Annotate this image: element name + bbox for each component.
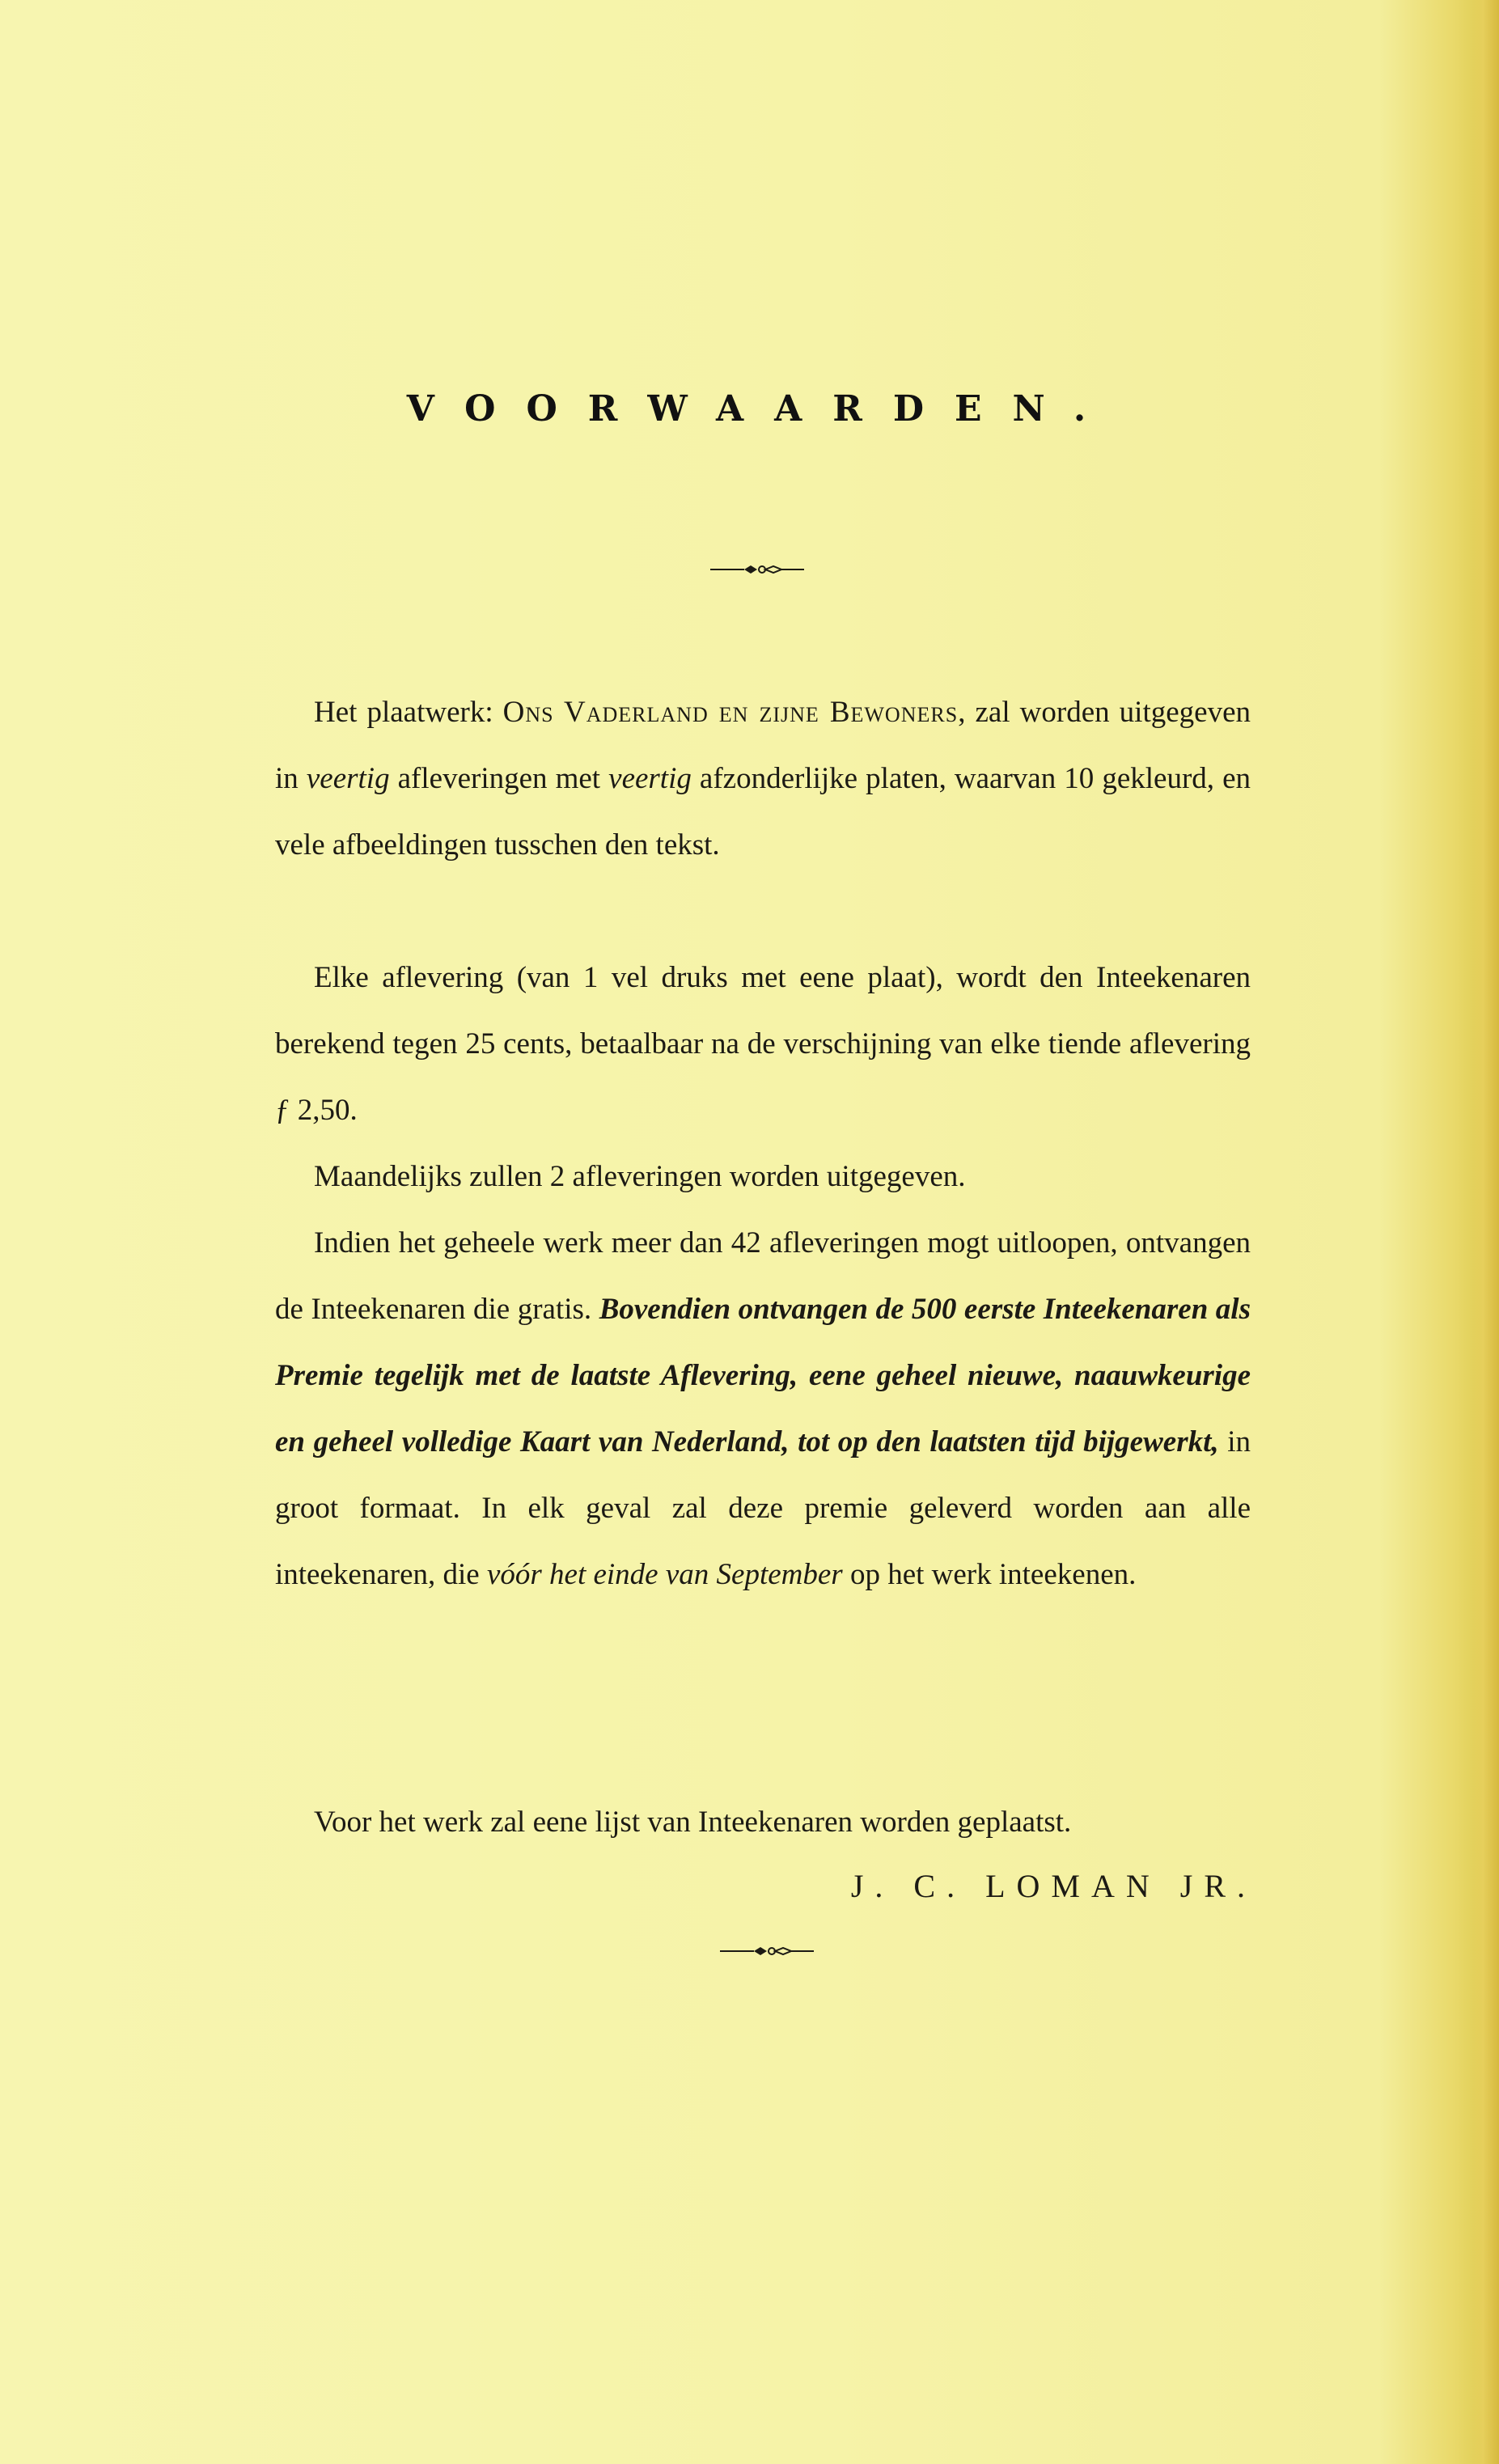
ornament-divider-top bbox=[709, 561, 806, 578]
paragraph-premium bbox=[275, 1210, 1251, 1608]
ornament-divider-bottom bbox=[718, 1943, 815, 1959]
text-run: in groot formaat. In elk geval zal deze premie geleverd worden aan alle inteekenaren, die bbox=[275, 1425, 1251, 1591]
paragraph-schedule: Maandelijks zullen 2 afleveringen worden uitgegeven. bbox=[314, 1160, 966, 1193]
text-run: Indien het geheele werk meer dan 42 afleveringen mogt uitloopen, ontvangen de Inteekenaren die gratis. bbox=[275, 1226, 1251, 1326]
paragraph-subscriber-list: Voor het werk zal eene lijst van Inteekenaren worden geplaatst. bbox=[314, 1806, 1072, 1839]
text-run: , zal worden uitgegeven in bbox=[275, 696, 1251, 795]
text-run: Het plaatwerk: bbox=[314, 696, 503, 729]
work-title: Ons Vaderland en zijne Bewoners bbox=[502, 696, 959, 729]
paragraph-price: Elke aflevering (van 1 vel druks met eene plaat), wordt den Inteekenaren berekend tegen 25 cents, betaalbaar na de verschijning van elke tiende aflevering ƒ 2,50. bbox=[275, 961, 1251, 1127]
bold-italic-run: Bovendien ontvangen de 500 eerste Inteekenaren als Premie tegelijk met de laatste Aflevering, eene geheel nieuwe, naauwkeurige en geheel volledige Kaart van Nederland, tot op den laatsten tijd bijgewerkt, bbox=[275, 1293, 1251, 1459]
page-title: VOORWAARDEN. bbox=[406, 388, 1117, 430]
page-edge-shadow bbox=[1470, 0, 1499, 2464]
italic-run: veertig bbox=[306, 762, 390, 795]
italic-run: veertig bbox=[608, 762, 692, 795]
text-run: afzonderlijke platen, waarvan 10 gekleurd, en vele afbeeldingen tusschen den tekst. bbox=[275, 762, 1251, 862]
italic-run: vóór het einde van September bbox=[486, 1558, 843, 1591]
text-run: afleveringen met bbox=[389, 762, 609, 795]
publisher-signature: J. C. LOMAN JR. bbox=[850, 1868, 1256, 1904]
text-run: op het werk inteekenen. bbox=[842, 1558, 1137, 1591]
paragraph-publication bbox=[275, 680, 1251, 878]
